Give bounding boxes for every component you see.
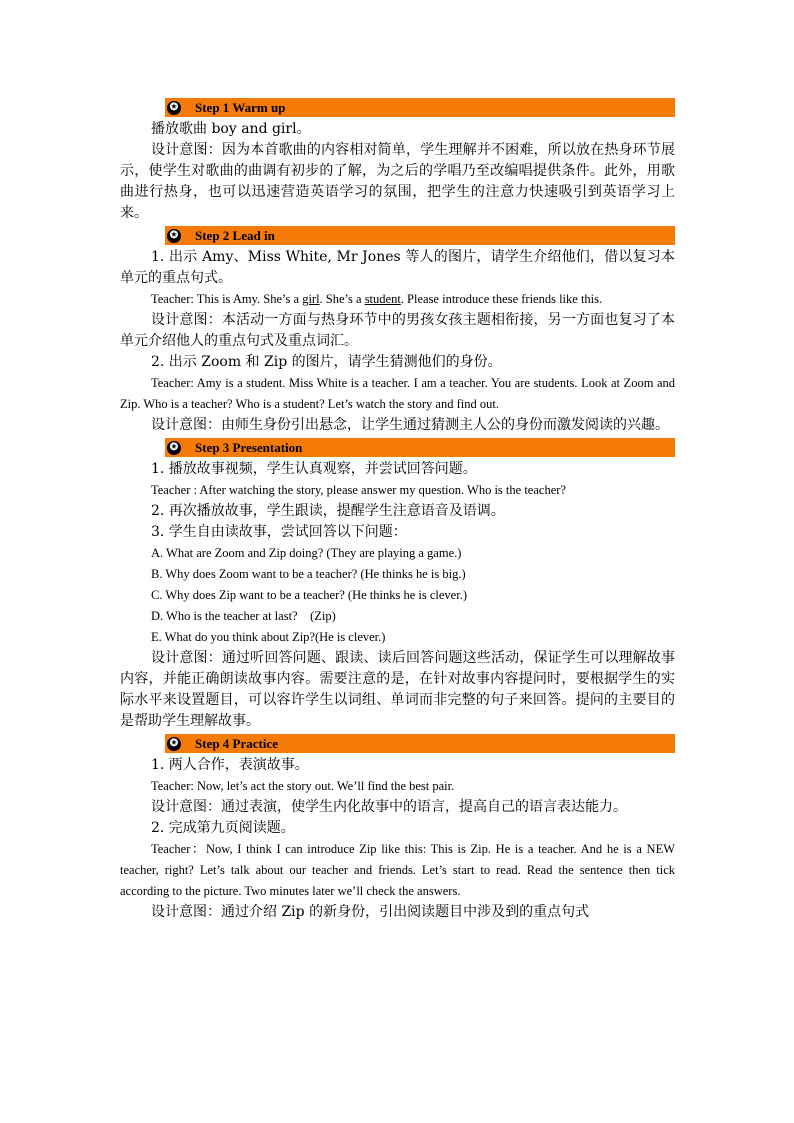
step-1-title: Step 1 Warm up	[195, 99, 286, 115]
star-icon: ✪	[167, 441, 181, 455]
design-intent-5: 设计意图：通过表演，使学生内化故事中的语言，提高自己的语言表达能力。	[151, 799, 627, 815]
practice-item-1: 1. 两人合作，表演故事。	[151, 757, 309, 773]
step-2-title: Step 2 Lead in	[195, 227, 275, 243]
question-a: A. What are Zoom and Zip doing? (They are playing a game.)	[151, 546, 462, 560]
practice-item-2: 2. 完成第九页阅读题。	[151, 820, 295, 836]
design-intent-3: 设计意图：由师生身份引出悬念，让学生通过猜测主人公的身份而激发阅读的兴趣。	[151, 417, 669, 433]
star-icon: ✪	[167, 229, 181, 243]
step-1-header	[165, 98, 675, 117]
teacher-line-3: Teacher : After watching the story, please answer my question. Who is the teacher?	[151, 483, 566, 497]
teacher-line-4: Teacher: Now, let’s act the story out. We’ll find the best pair.	[151, 779, 455, 793]
design-intent-2: 设计意图：本活动一方面与热身环节中的男孩女孩主题相衔接，另一方面也复习了本单元介绍他人的重点句式及重点词汇。	[120, 312, 675, 349]
star-icon: ✪	[167, 101, 181, 115]
design-intent-1: 设计意图：因为本首歌曲的内容相对简单，学生理解并不困难，所以放在热身环节展示，使学生对歌曲的曲调有初步的了解，为之后的学唱乃至改编唱提供条件。此外，用歌曲进行热身，也可以迅速营造英语学习的氛围，把学生的注意力快速吸引到英语学习上来。	[120, 142, 675, 221]
teacher-line-1	[120, 289, 675, 310]
question-b: B. Why does Zoom want to be a teacher? (He thinks he is big.)	[151, 567, 466, 581]
teacher-line-2: Teacher: Amy is a student. Miss White is a teacher. I am a teacher. You are students. Look at Zoom and Zip. Who is a teacher? Who is a student? Let’s watch the story and find out.	[120, 376, 675, 411]
step-3-header	[165, 438, 675, 457]
lesson-plan-document	[120, 96, 675, 923]
underlined-word-girl: girl	[302, 292, 320, 306]
presentation-item-1: 1. 播放故事视频，学生认真观察，并尝试回答问题。	[151, 461, 477, 477]
teacher-line-5: Teacher：Now, I think I can introduce Zip like this: This is Zip. He is a teacher. And he is a NEW teacher, right? Let’s talk about our teacher and friends. Let’s start to read. Read the sentence then tick according to the picture. Two minutes later we’ll check the answers.	[120, 842, 675, 898]
step-2-header	[165, 226, 675, 245]
lead-in-item-1: 1. 出示 Amy、Miss White, Mr Jones 等人的图片，请学生介绍他们，借以复习本单元的重点句式。	[120, 249, 675, 286]
question-d: D. Who is the teacher at last? (Zip)	[151, 609, 336, 623]
step-4-title: Step 4 Practice	[195, 735, 279, 751]
design-intent-4: 设计意图：通过听回答问题、跟读、读后回答问题这些活动，保证学生可以理解故事内容，并能正确朗读故事内容。需要注意的是，在针对故事内容提问时，要根据学生的实际水平来设置题目，可以容许学生以词组、单词而非完整的句子来回答。提问的主要目的是帮助学生理解故事。	[120, 650, 675, 729]
presentation-item-2: 2. 再次播放故事，学生跟读，提醒学生注意语音及语调。	[151, 503, 505, 519]
star-icon: ✪	[167, 737, 181, 751]
teacher-line-1-part: . Please introduce these friends like this.	[400, 292, 603, 306]
teacher-line-1-part: Teacher: This is Amy. She’s a	[151, 292, 303, 306]
lead-in-item-2: 2. 出示 Zoom 和 Zip 的图片，请学生猜测他们的身份。	[151, 354, 502, 370]
question-c: C. Why does Zip want to be a teacher? (He thinks he is clever.)	[151, 588, 467, 602]
teacher-line-1-part: . She’s a	[319, 292, 365, 306]
step-4-header	[165, 734, 675, 753]
presentation-item-3: 3. 学生自由读故事，尝试回答以下问题：	[151, 524, 407, 540]
question-e: E. What do you think about Zip?(He is clever.)	[151, 630, 386, 644]
song-instruction: 播放歌曲 boy and girl。	[151, 121, 311, 137]
underlined-word-student: student	[364, 292, 401, 306]
design-intent-6: 设计意图：通过介绍 Zip 的新身份，引出阅读题目中涉及到的重点句式	[151, 904, 590, 920]
step-3-title: Step 3 Presentation	[195, 439, 303, 455]
